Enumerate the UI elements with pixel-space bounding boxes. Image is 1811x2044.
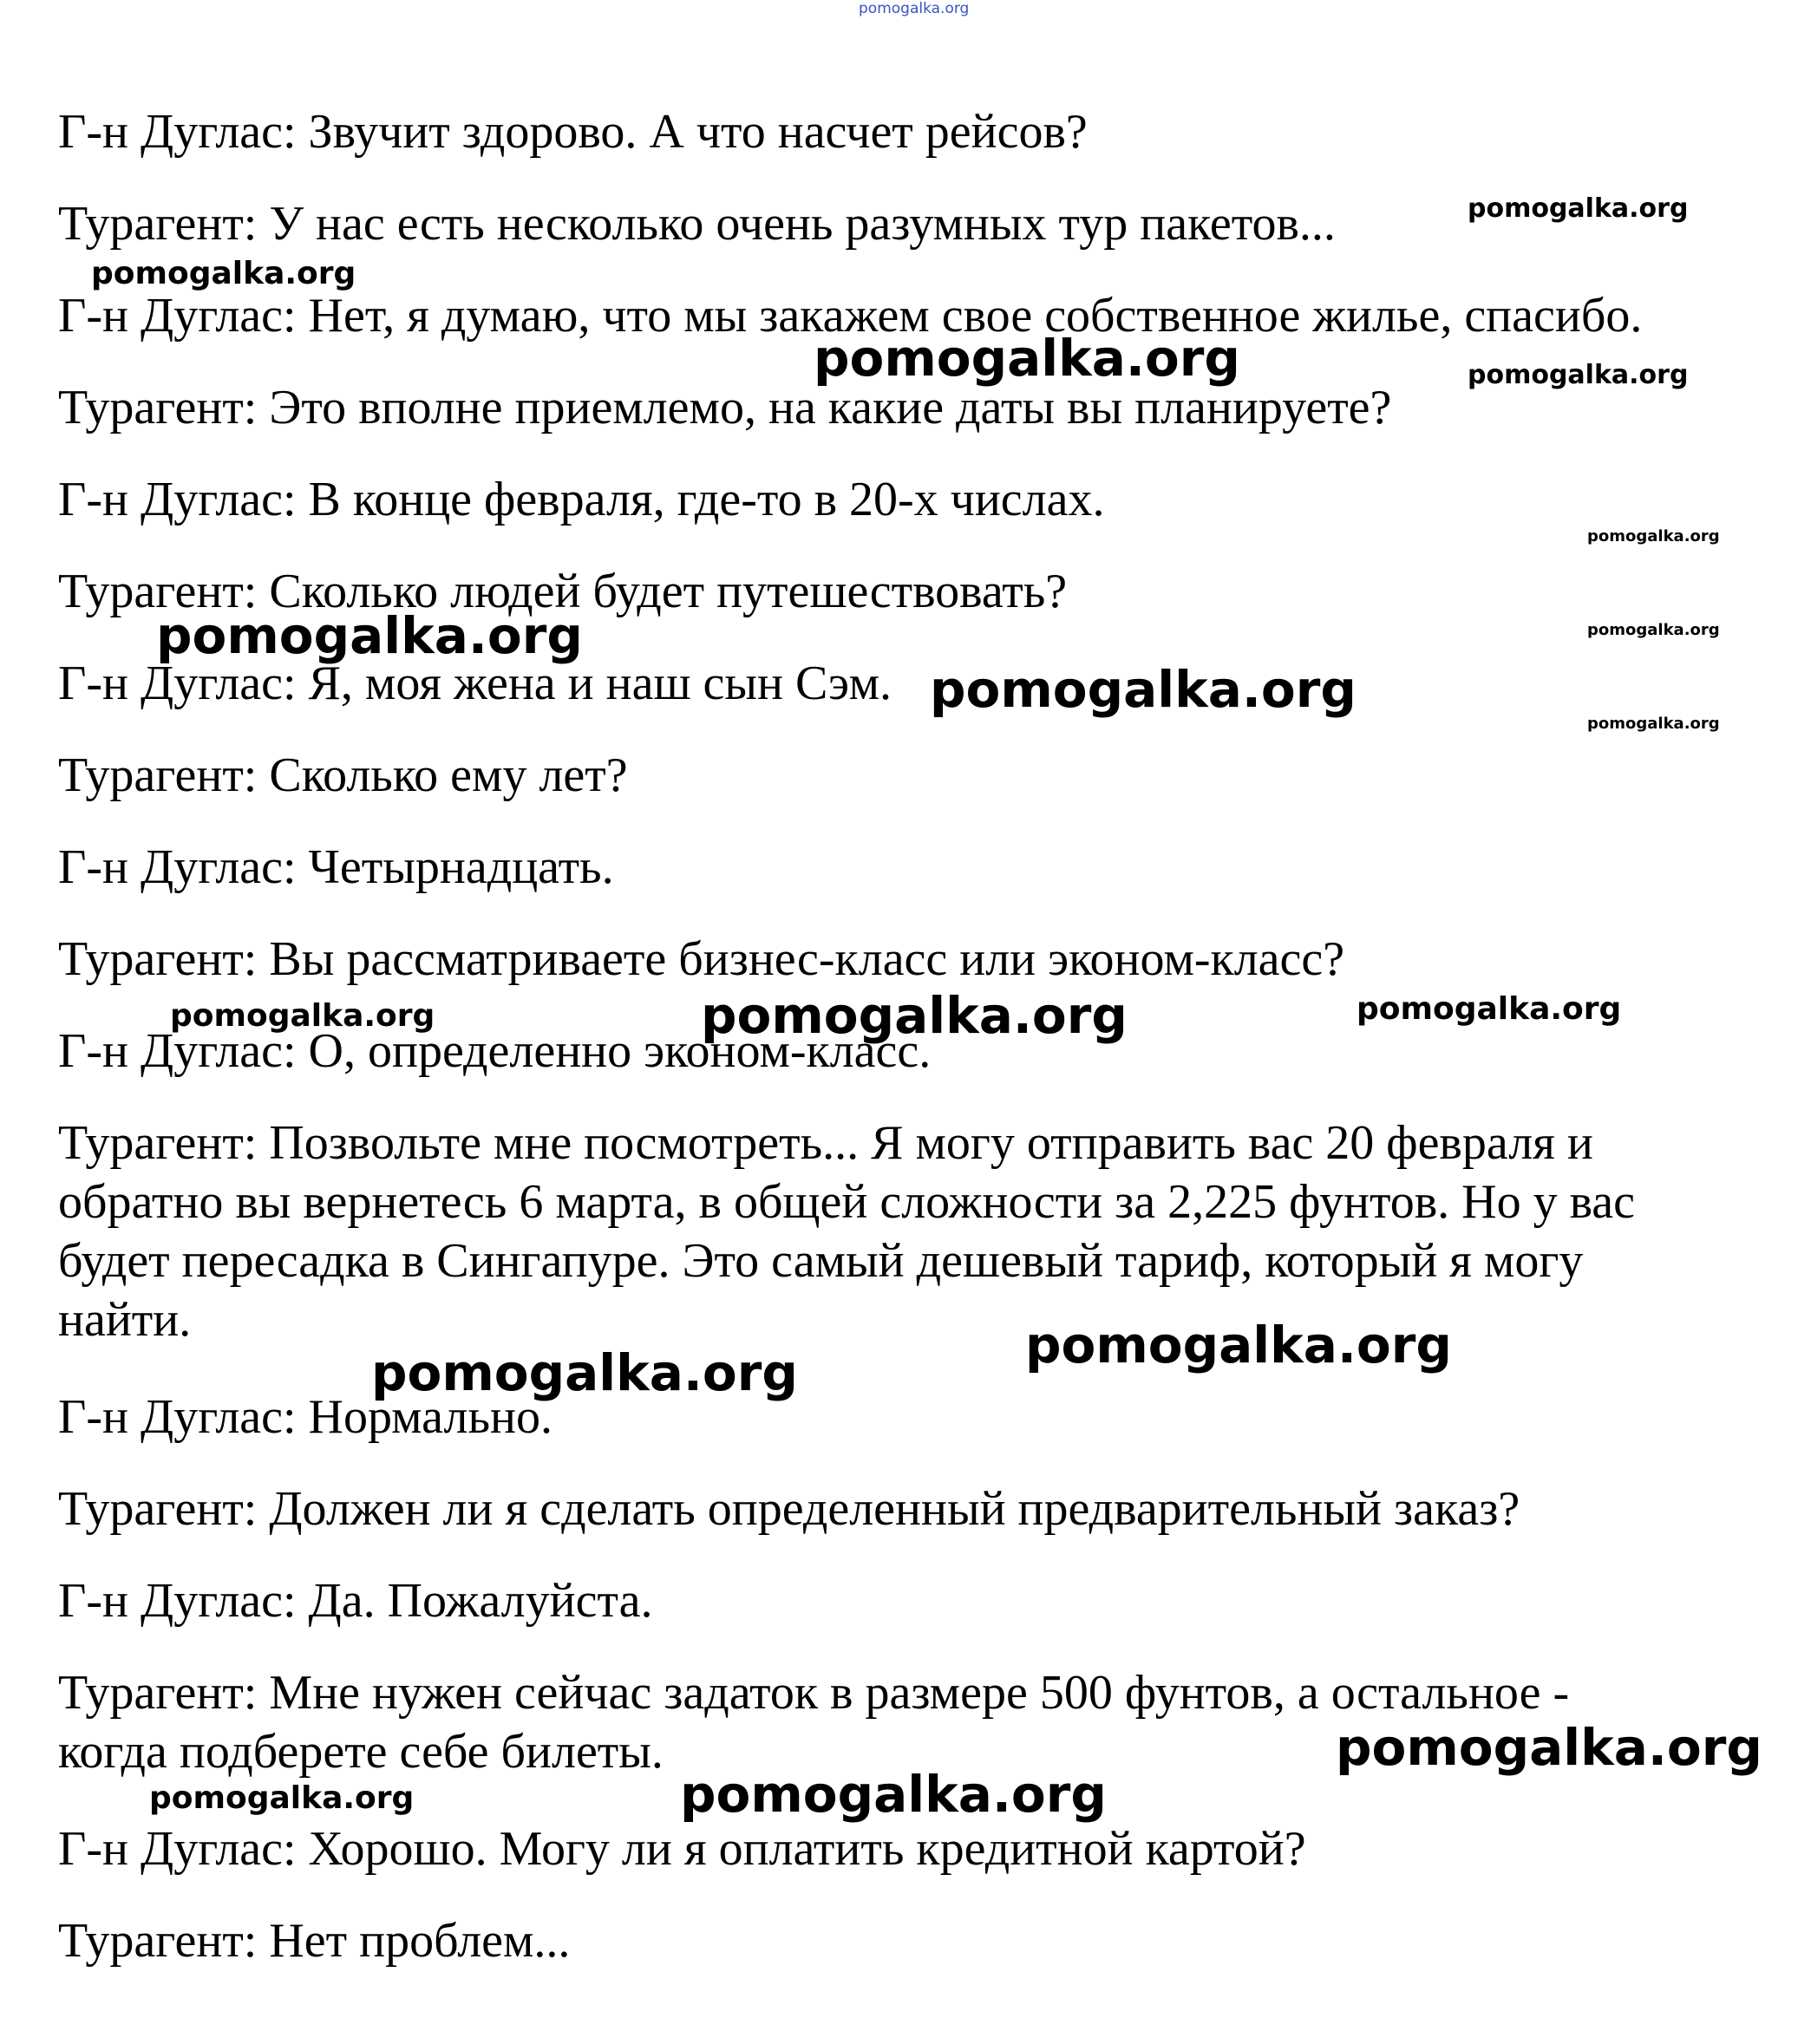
dialogue-line: Г-н Дуглас: Нет, я думаю, что мы закажем свое собственное жилье, спасибо.	[58, 289, 1643, 343]
watermark: pomogalka.org	[701, 986, 1128, 1045]
dialogue-line: Г-н Дуглас: О, определенно эконом-класс.	[58, 1024, 932, 1078]
watermark: pomogalka.org	[930, 660, 1357, 719]
header-watermark[interactable]: pomogalka.org	[859, 0, 970, 17]
watermark: pomogalka.org	[156, 606, 583, 665]
dialogue-line: будет пересадка в Сингапуре. Это самый дешевый тариф, который я могу	[58, 1234, 1584, 1288]
watermark: pomogalka.org	[170, 998, 435, 1034]
dialogue-line: Турагент: Мне нужен сейчас задаток в размере 500 фунтов, а остальное -	[58, 1666, 1570, 1720]
dialogue-line: Турагент: У нас есть несколько очень разумных тур пакетов...	[58, 197, 1336, 251]
dialogue-line: когда подберете себе билеты.	[58, 1725, 664, 1779]
dialogue-line: Турагент: Должен ли я сделать определенный предварительный заказ?	[58, 1482, 1520, 1536]
watermark: pomogalka.org	[1025, 1316, 1452, 1375]
dialogue-line: Г-н Дуглас: Нормально.	[58, 1390, 552, 1444]
dialogue-line: Турагент: Сколько ему лет?	[58, 748, 628, 802]
dialogue-line: Турагент: Вы рассматриваете бизнес-класс или эконом-класс?	[58, 932, 1345, 986]
dialogue-line: обратно вы вернетесь 6 марта, в общей сложности за 2,225 фунтов. Но у вас	[58, 1175, 1636, 1229]
watermark: pomogalka.org	[1587, 715, 1720, 733]
dialogue-line: Турагент: Нет проблем...	[58, 1914, 571, 1968]
watermark: pomogalka.org	[149, 1780, 415, 1816]
dialogue-line: Г-н Дуглас: В конце февраля, где-то в 20-х числах.	[58, 473, 1105, 526]
dialogue-line: Турагент: Сколько людей будет путешествовать?	[58, 565, 1068, 618]
dialogue-line: Турагент: Позвольте мне посмотреть... Я могу отправить вас 20 февраля и	[58, 1116, 1593, 1170]
watermark: pomogalka.org	[1587, 621, 1720, 639]
watermark: pomogalka.org	[1357, 991, 1622, 1027]
watermark: pomogalka.org	[371, 1343, 798, 1402]
dialogue-line: Г-н Дуглас: Хорошо. Могу ли я оплатить кредитной картой?	[58, 1822, 1306, 1876]
dialogue-line: Г-н Дуглас: Я, моя жена и наш сын Сэм.	[58, 656, 892, 710]
watermark: pomogalka.org	[91, 256, 356, 291]
watermark: pomogalka.org	[1468, 193, 1689, 224]
watermark: pomogalka.org	[680, 1765, 1107, 1824]
watermark: pomogalka.org	[1336, 1718, 1762, 1777]
dialogue-line: Г-н Дуглас: Четырнадцать.	[58, 840, 614, 894]
dialogue-line: найти.	[58, 1293, 192, 1347]
watermark: pomogalka.org	[1468, 360, 1689, 390]
dialogue-line: Г-н Дуглас: Да. Пожалуйста.	[58, 1574, 653, 1628]
dialogue-line: Г-н Дуглас: Звучит здорово. А что насчет рейсов?	[58, 105, 1088, 159]
dialogue-line: Турагент: Это вполне приемлемо, на какие даты вы планируете?	[58, 381, 1392, 434]
watermark: pomogalka.org	[1587, 527, 1720, 545]
watermark: pomogalka.org	[814, 329, 1240, 388]
